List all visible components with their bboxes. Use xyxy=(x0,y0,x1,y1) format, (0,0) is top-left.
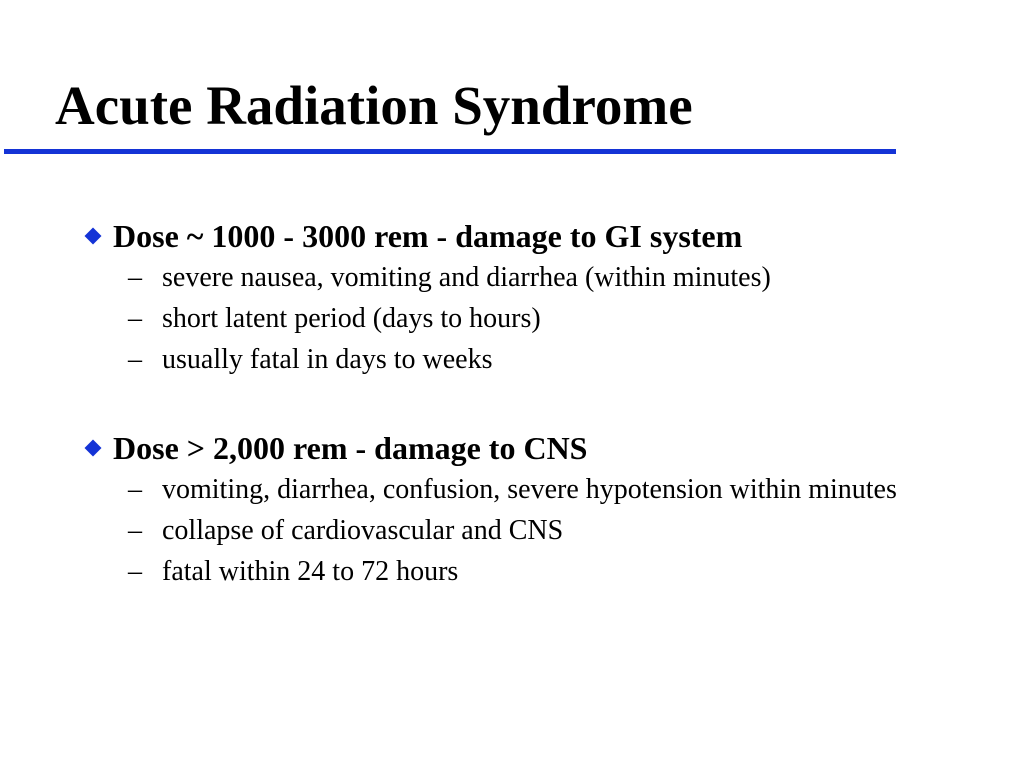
sub-bullet-item xyxy=(82,298,942,339)
sub-bullet-text: usually fatal in days to weeks xyxy=(162,344,493,375)
sub-bullet-list xyxy=(82,469,982,592)
dash-marker: – xyxy=(128,344,142,375)
dash-marker: – xyxy=(128,474,142,505)
sub-bullet-text: vomiting, diarrhea, confusion, severe hypotension within minutes xyxy=(162,474,897,505)
sub-bullet-text: fatal within 24 to 72 hours xyxy=(162,556,459,587)
bullet-item xyxy=(82,427,982,469)
bullet-text: Dose ~ 1000 - 3000 rem - damage to GI system xyxy=(113,217,743,254)
sub-bullet-list xyxy=(82,257,982,380)
diamond-bullet-icon xyxy=(85,228,102,245)
sub-bullet-text: collapse of cardiovascular and CNS xyxy=(162,515,564,546)
bullet-text: Dose > 2,000 rem - damage to CNS xyxy=(113,429,588,466)
sub-bullet-item xyxy=(82,551,942,592)
slide-title: Acute Radiation Syndrome xyxy=(55,75,693,136)
sub-bullet-text: short latent period (days to hours) xyxy=(162,303,541,334)
sub-bullet-item xyxy=(82,339,942,380)
sub-bullet-text: severe nausea, vomiting and diarrhea (within minutes) xyxy=(162,262,771,293)
dash-marker: – xyxy=(128,515,142,546)
bullet-section-gi xyxy=(82,215,982,380)
dash-marker: – xyxy=(128,556,142,587)
bullet-section-cns xyxy=(82,427,982,592)
dash-marker: – xyxy=(128,303,142,334)
sub-bullet-item xyxy=(82,510,942,551)
diamond-bullet-icon xyxy=(85,440,102,457)
sub-bullet-item xyxy=(82,469,942,510)
bullet-item xyxy=(82,215,982,257)
dash-marker: – xyxy=(128,262,142,293)
sub-bullet-item xyxy=(82,257,942,298)
title-underline xyxy=(4,149,896,154)
